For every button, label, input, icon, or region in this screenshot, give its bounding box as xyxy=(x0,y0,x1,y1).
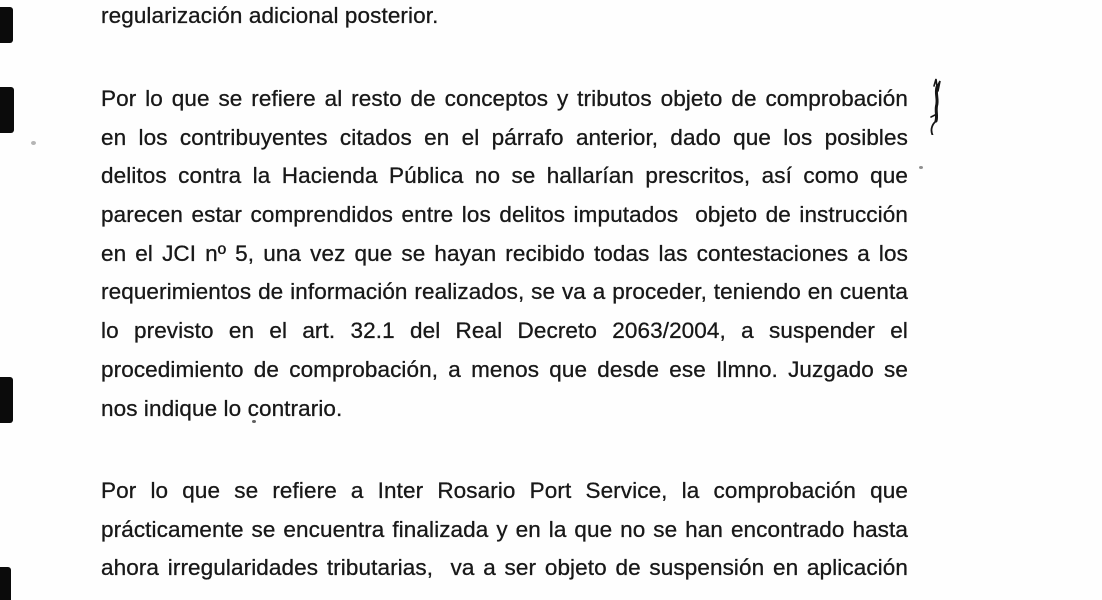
text-line: regularización adicional posterior. xyxy=(101,3,439,28)
scan-edge-bar xyxy=(0,377,13,423)
paragraph-inter-rosario xyxy=(101,472,908,588)
paragraph-regularizacion xyxy=(101,0,908,36)
text-line: ahora irregularidades tributarias, va a ser objeto de suspensión en aplicación xyxy=(101,555,908,581)
text-line: prácticamente se encuentra finalizada y en la que no se han encontrado hasta xyxy=(101,516,908,542)
text-line: requerimientos de información realizados, se va a proceder, teniendo en cuenta xyxy=(101,279,908,305)
text-line: lo previsto en el art. 32.1 del Real Decreto 2063/2004, a suspender el xyxy=(101,318,908,344)
text-line: nos indique lo contrario. xyxy=(101,395,343,421)
text-line: en el JCI nº 5, una vez que se hayan recibido todas las contestaciones a los xyxy=(101,240,908,266)
paragraph-resto-conceptos xyxy=(101,80,908,428)
pen-squiggle-annotation-icon xyxy=(924,77,948,135)
text-line: parecen estar comprendidos entre los delitos imputados objeto de instrucción xyxy=(101,202,908,228)
text-line: Por lo que se refiere a Inter Rosario Port Service, la comprobación que xyxy=(101,478,908,503)
text-line: delitos contra la Hacienda Pública no se hallarían prescritos, así como que xyxy=(101,163,908,189)
scan-edge-bar xyxy=(0,87,14,133)
scan-edge-bar xyxy=(0,7,13,43)
text-line: procedimiento de comprobación, a menos que desde ese Ilmno. Juzgado se xyxy=(101,356,908,382)
text-line: Por lo que se refiere al resto de conceptos y tributos objeto de comprobación xyxy=(101,86,908,111)
text-line: en los contribuyentes citados en el párrafo anterior, dado que los posibles xyxy=(101,124,908,150)
ink-speck xyxy=(252,420,256,423)
ink-speck xyxy=(31,141,36,145)
scan-edge-bar xyxy=(0,567,11,600)
ink-speck xyxy=(919,166,923,169)
